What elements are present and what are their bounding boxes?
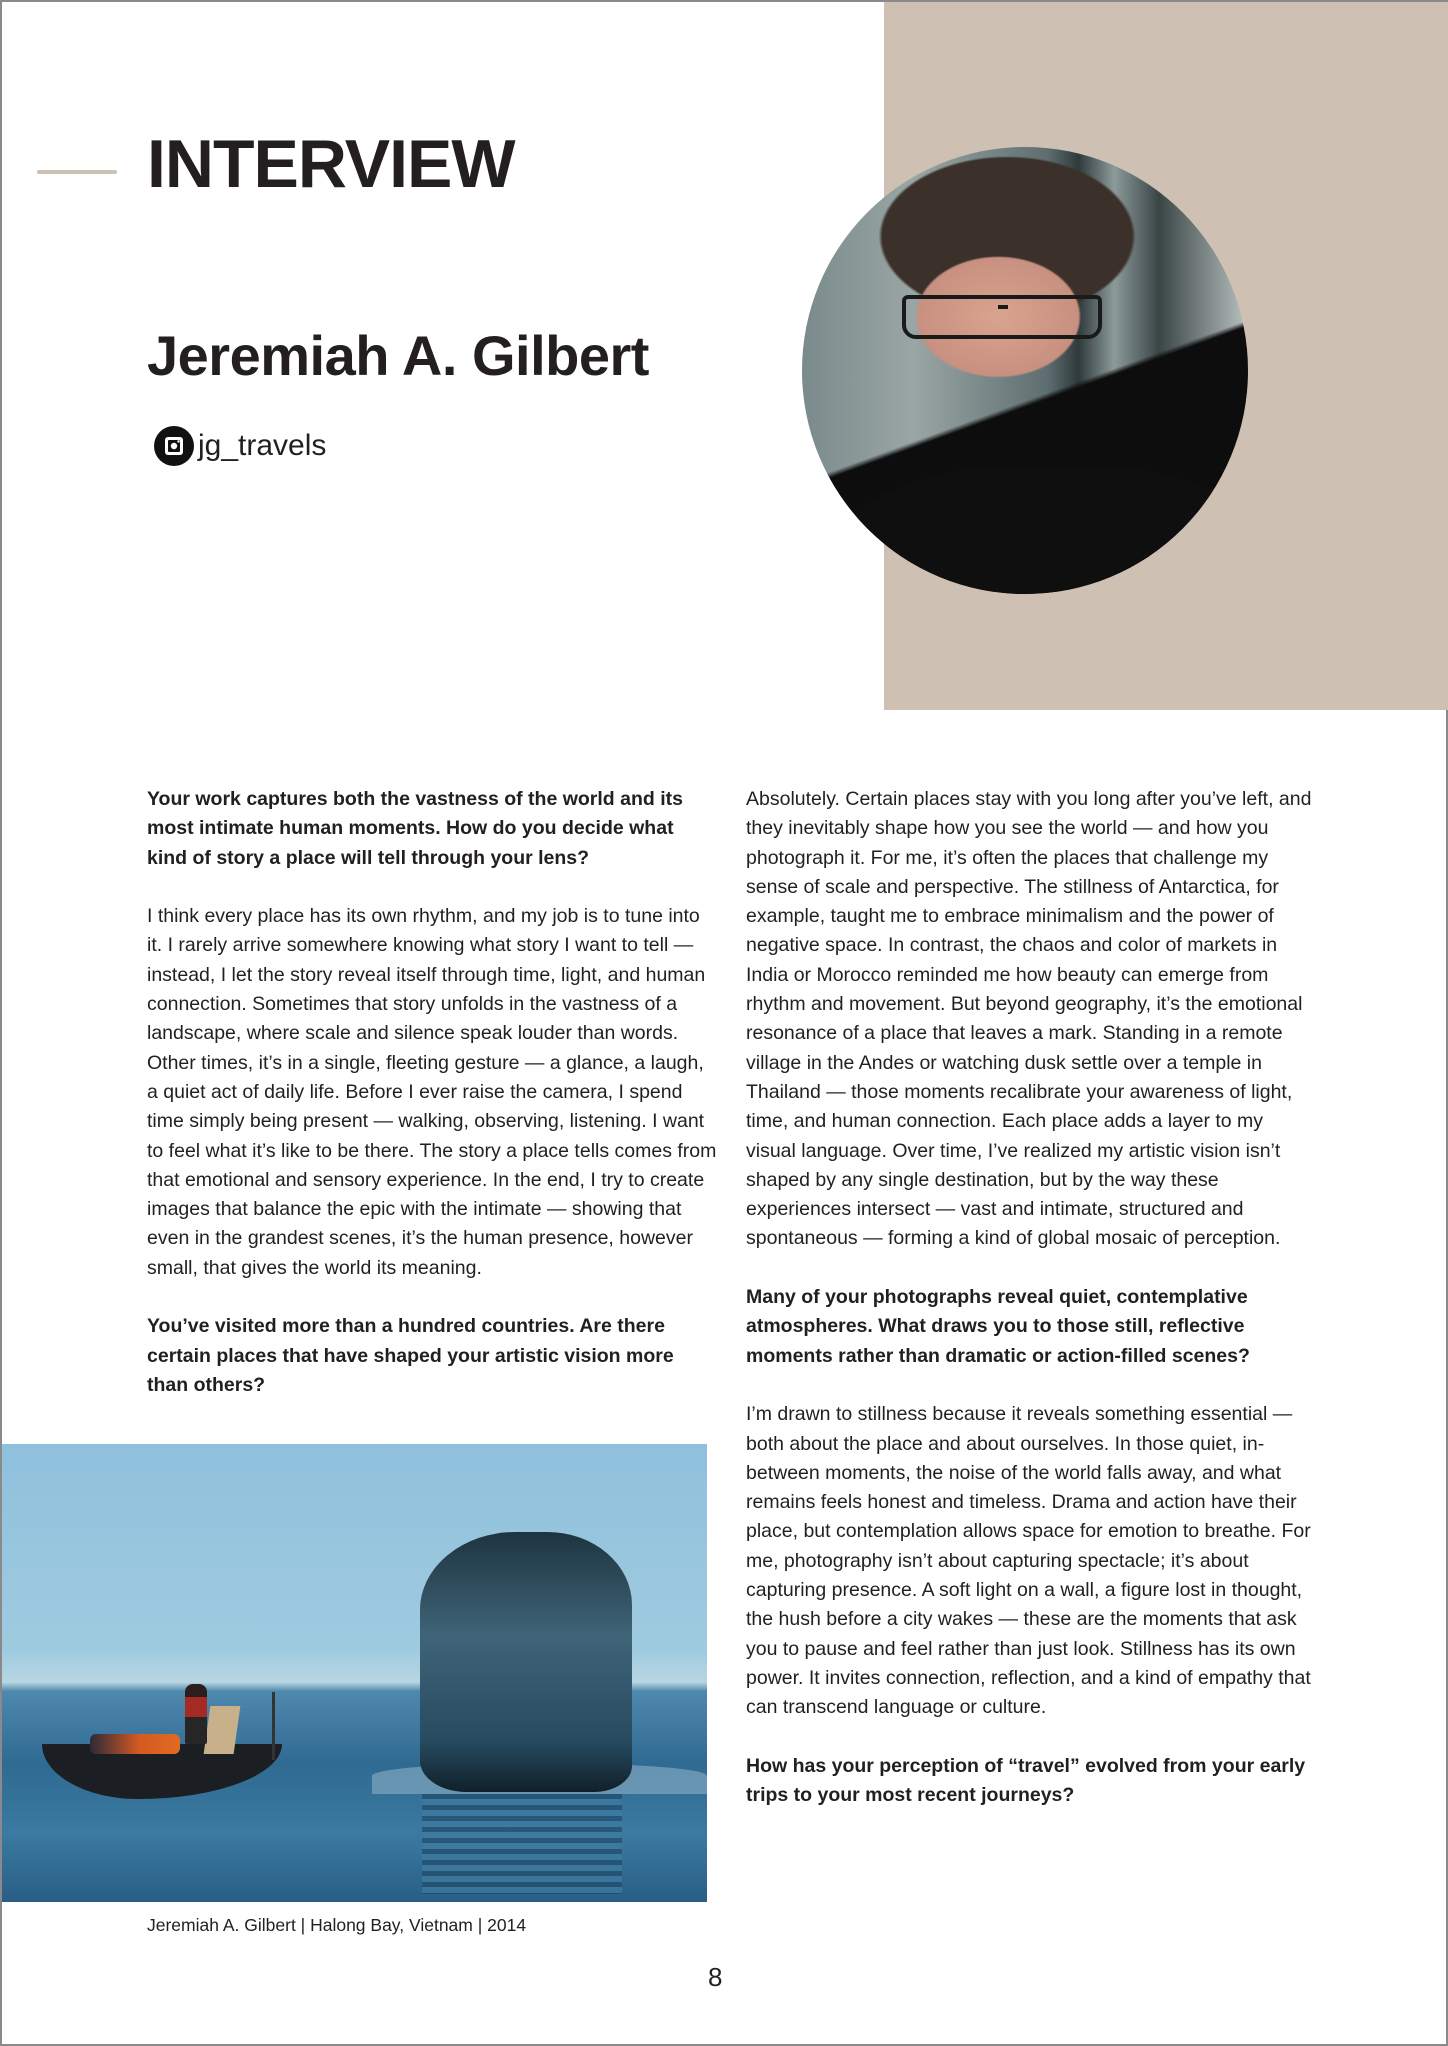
boatman (185, 1684, 207, 1744)
boat-pole (272, 1692, 275, 1760)
interview-answer: I’m drawn to stillness because it reveals something essential — both about the place and about ourselves. In those quiet, in-between moments, the noise of the world falls away, and what remains feels honest and timeless. Drama and action have their place, but contemplation allows space for emotion to breathe. For me, photography isn’t about capturing spectacle; it’s about capturing presence. A soft light on a wall, a figure lost in thought, the hush before a city wakes — these are the moments that ask you to pause and feel rather than just look. Stillness has its own power. It invites connection, reflection, and a kind of empathy that can transcend language or culture. (746, 1403, 1311, 1719)
photo-caption: Jeremiah A. Gilbert | Halong Bay, Vietnam | 2014 (147, 1915, 527, 1935)
interview-question: You’ve visited more than a hundred countries. Are there certain places that have shaped your artistic vision more than others? (147, 1315, 674, 1396)
interviewee-name: Jeremiah A. Gilbert (147, 324, 649, 387)
boat-cargo (90, 1734, 180, 1754)
interview-question: Many of your photographs reveal quiet, contemplative atmospheres. What draws you to those still, reflective moments rather than dramatic or action-filled scenes? (746, 1286, 1250, 1367)
interview-question: How has your perception of “travel” evolved from your early trips to your most recent journeys? (746, 1754, 1306, 1807)
interview-question: Your work captures both the vastness of the world and its most intimate human moments. How do you decide what kind of story a place will tell through your lens? (147, 788, 683, 869)
social-handle-text: jg_travels (198, 429, 327, 462)
rock-reflection (422, 1794, 622, 1894)
social-handle[interactable] (154, 426, 326, 466)
halong-bay-photo (2, 1444, 707, 1902)
section-label: INTERVIEW (147, 126, 515, 202)
interview-answer: Absolutely. Certain places stay with you long after you’ve left, and they inevitably shape how you see the world — and how you photograph it. For me, it’s often the places that challenge my sense of scale and perspective. The stillness of Antarctica, for example, taught me to embrace minimalism and the power of negative space. In contrast, the chaos and color of markets in India or Morocco reminded me how beauty can emerge from rhythm and movement. But beyond geography, it’s the emotional resonance of a place that leaves a mark. Standing in a remote village in the Andes or watching dusk settle over a temple in Thailand — those moments recalibrate your awareness of light, time, and human connection. Each place adds a layer to my visual language. Over time, I’ve realized my artistic vision isn’t shaped by any single destination, but by the way these experiences intersect — vast and intimate, structured and spontaneous — forming a kind of global mosaic of perception. (746, 788, 1312, 1250)
portrait-glasses (902, 295, 1102, 339)
karst-rock (420, 1532, 632, 1792)
title-accent-line (37, 170, 117, 174)
interview-column-right (746, 785, 1316, 1810)
interview-answer: I think every place has its own rhythm, and my job is to tune into it. I rarely arrive somewhere knowing what story I want to tell — instead, I let the story reveal itself through time, light, and human connection. Sometimes that story unfolds in the vastness of a landscape, where scale and silence speak louder than words. Other times, it’s in a single, fleeting gesture — a glance, a laugh, a quiet act of daily life. Before I ever raise the camera, I spend time simply being present — walking, observing, listening. I want to feel what it’s like to be there. The story a place tells comes from that emotional and sensory experience. In the end, I try to create images that balance the epic with the intimate — showing that even in the grandest scenes, it’s the human presence, however small, that gives the world its meaning. (147, 905, 717, 1279)
portrait-shirt (842, 467, 1248, 594)
interview-column-left (147, 785, 717, 1400)
portrait-photo (802, 147, 1248, 594)
instagram-icon (154, 426, 194, 466)
page-number: 8 (708, 1962, 723, 1992)
